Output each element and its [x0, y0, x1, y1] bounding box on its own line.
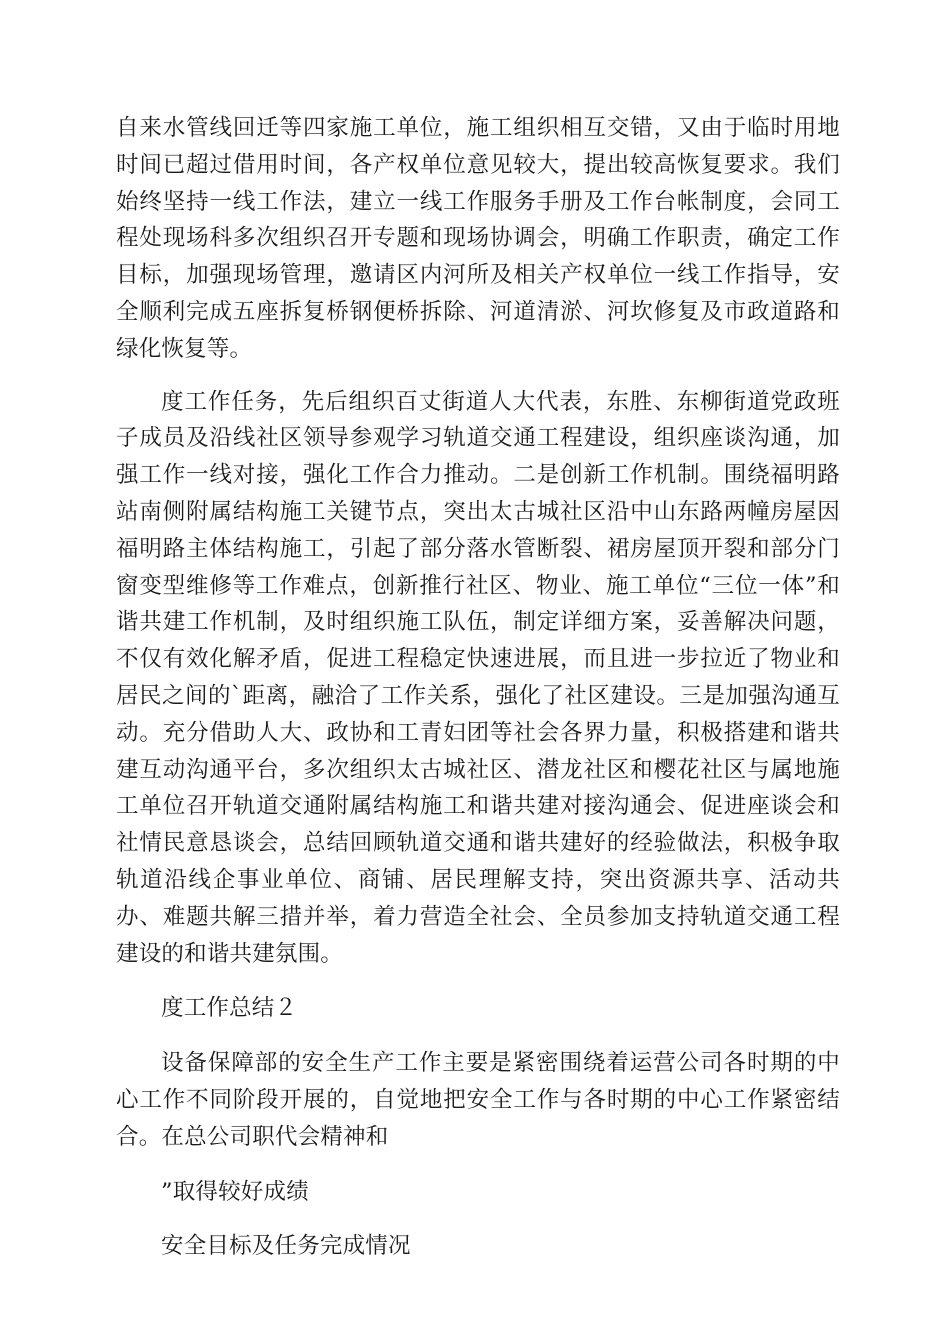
- paragraph-3: 设备保障部的安全生产工作主要是紧密围绕着运营公司各时期的中心工作不同阶段开展的，自觉地把安全工作与各时期的中心工作紧密结合。在总公司职代会精神和: [116, 1050, 840, 1150]
- paragraph-2: 度工作任务，先后组织百丈街道人大代表，东胜、东柳街道党政班子成员及沿线社区领导参观学习轨道交通工程建设，组织座谈沟通，加强工作一线对接，强化工作合力推动。二是创新工作机制。围绕福明路站南侧附属结构施工关键节点，突出太古城社区沿中山东路两幢房屋因福明路主体结构施工，引起了部分落水管断裂、裙房屋顶开裂和部分门窗变型维修等工作难点，创新推行社区、物业、施工单位“三位一体”和谐共建工作机制，及时组织施工队伍，制定详细方案，妥善解决问题，不仅有效化解矛盾，促进工程稳定快速进展，而且进一步拉近了物业和居民之间的`距离，融洽了工作关系，强化了社区建设。三是加强沟通互动。充分借助人大、政协和工青妇团等社会各界力量，积极搭建和谐共建互动沟通平台，多次组织太古城社区、潜龙社区和樱花社区与属地施工单位召开轨道交通附属结构施工和谐共建对接沟通会、促进座谈会和社情民意恳谈会，总结回顾轨道交通和谐共建好的经验做法，积极争取轨道沿线企事业单位、商铺、居民理解支持，突出资源共享、活动共办、难题共解三措并举，着力营造全社会、全员参加支持轨道交通工程建设的和谐共建氛围。: [116, 388, 840, 967]
- paragraph-1: 自来水管线回迁等四家施工单位，施工组织相互交错，又由于临时用地时间已超过借用时间，各产权单位意见较大，提出较高恢复要求。我们始终坚持一线工作法，建立一线工作服务手册及工作台帐制度，会同工程处现场科多次组织召开专题和现场协调会，明确工作职责，确定工作目标，加强现场管理，邀请区内河所及相关产权单位一线工作指导，安全顺利完成五座拆复桥钢便桥拆除、河道清淤、河坎修复及市政道路和绿化恢复等。: [116, 115, 840, 362]
- document-body: [116, 110, 840, 1265]
- section-heading-2: 度工作总结２: [161, 995, 298, 1022]
- paragraph-4: ”取得较好成绩: [161, 1178, 309, 1205]
- paragraph-5: 安全目标及任务完成情况: [161, 1233, 411, 1260]
